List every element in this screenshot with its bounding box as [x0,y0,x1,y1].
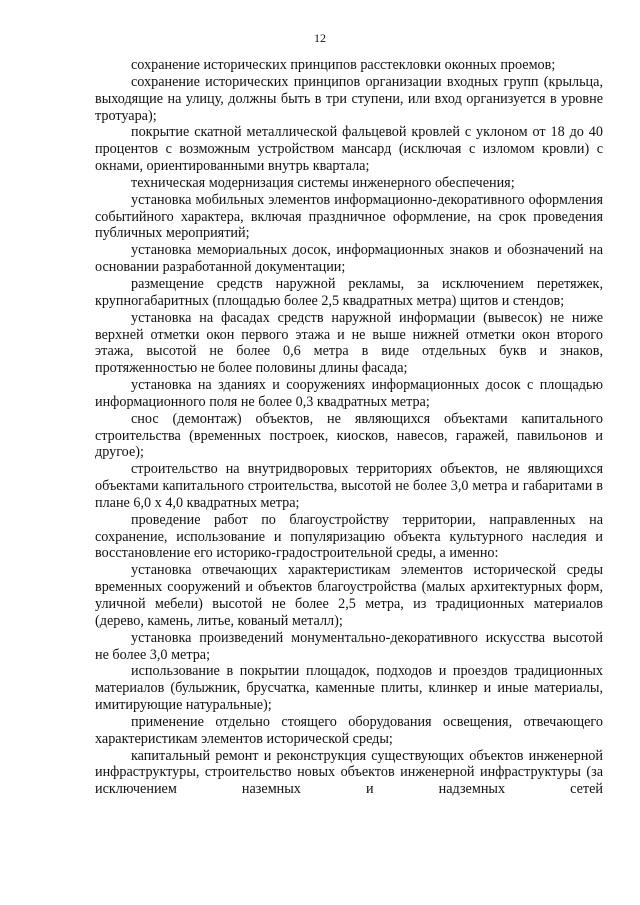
paragraph-paving-materials: использование в покрытии площадок, подходов и проездов традиционных материалов (булыжник, брусчатка, каменные плиты, клинкер и иные материалы, имитирующие натуральные); [95,663,603,714]
paragraph-facade-signage: установка на фасадах средств наружной информации (вывесок) не ниже верхней отметки окон первого этажа и не выше нижней отметки окон второго этажа, высотой не более 0,6 метра в виде отдельных букв и знаков, протяженностью не более половины длины фасада; [95,309,603,377]
paragraph-monumental-art: установка произведений монументально-декоративного искусства высотой не более 3,0 метра; [95,629,603,663]
paragraph-temporary-structures: установка отвечающих характеристикам элементов исторической среды временных сооружений и объектов благоустройства (малых архитектурных форм, уличной мебели) высотой не более 2,5 метра, из традиционных материалов (дерево, камень, литье, кованый металл); [95,562,603,629]
paragraph-outdoor-advertising: размещение средств наружной рекламы, за исключением перетяжек, крупногабаритных (площадью более 2,5 квадратных метра) щитов и стендов; [95,275,603,309]
document-body [95,57,603,798]
paragraph-window-glazing: сохранение исторических принципов расстекловки оконных проемов; [131,57,556,73]
paragraph-courtyard-construction: строительство на внутридворовых территориях объектов, не являющихся объектами капитального строительства, высотой не более 3,0 метра и габаритами в плане 6,0 х 4,0 квадратных метра; [95,461,603,511]
paragraph-lighting-equipment: применение отдельно стоящего оборудования освещения, отвечающего характеристикам элементов исторической среды; [95,713,603,747]
paragraph-roofing: покрытие скатной металлической фальцевой кровлей с уклоном от 18 до 40 процентов с возможным устройством мансард (исключая с изломом кровли) с окнами, ориентированными внутрь квартала; [95,124,603,175]
paragraph-information-boards: установка на зданиях и сооружениях информационных досок с площадью информационного поля не более 0,3 квадратных метра; [95,377,603,410]
paragraph-engineering-modernization: техническая модернизация системы инженерного обеспечения; [131,174,515,191]
paragraph-infrastructure-repair: капитальный ремонт и реконструкция существующих объектов инженерной инфраструктуры, строительство новых объектов инженерной инфраструктуры (за исключением наземных и надземных сетей [95,747,603,798]
paragraph-mobile-decorative-elements: установка мобильных элементов информационно-декоративного оформления событийного характера, включая праздничное оформление, на срок проведения публичных мероприятий; [95,191,603,242]
paragraph-entrance-groups: сохранение исторических принципов организации входных групп (крыльца, выходящие на улицу, должны быть в три ступени, или вход организуется в уровне тротуара); [95,73,603,124]
paragraph-memorial-plaques: установка мемориальных досок, информационных знаков и обозначений на основании разработанной документации; [95,242,603,276]
paragraph-demolition: снос (демонтаж) объектов, не являющихся объектами капитального строительства (временных построек, киосков, навесов, гаражей, павильонов и другое); [95,410,603,461]
page-number: 12 [314,31,326,45]
paragraph-landscaping-works: проведение работ по благоустройству территории, направленных на сохранение, использование и популяризацию объекта культурного наследия и восстановление его историко-градостроительной среды, а именно: [95,511,603,562]
